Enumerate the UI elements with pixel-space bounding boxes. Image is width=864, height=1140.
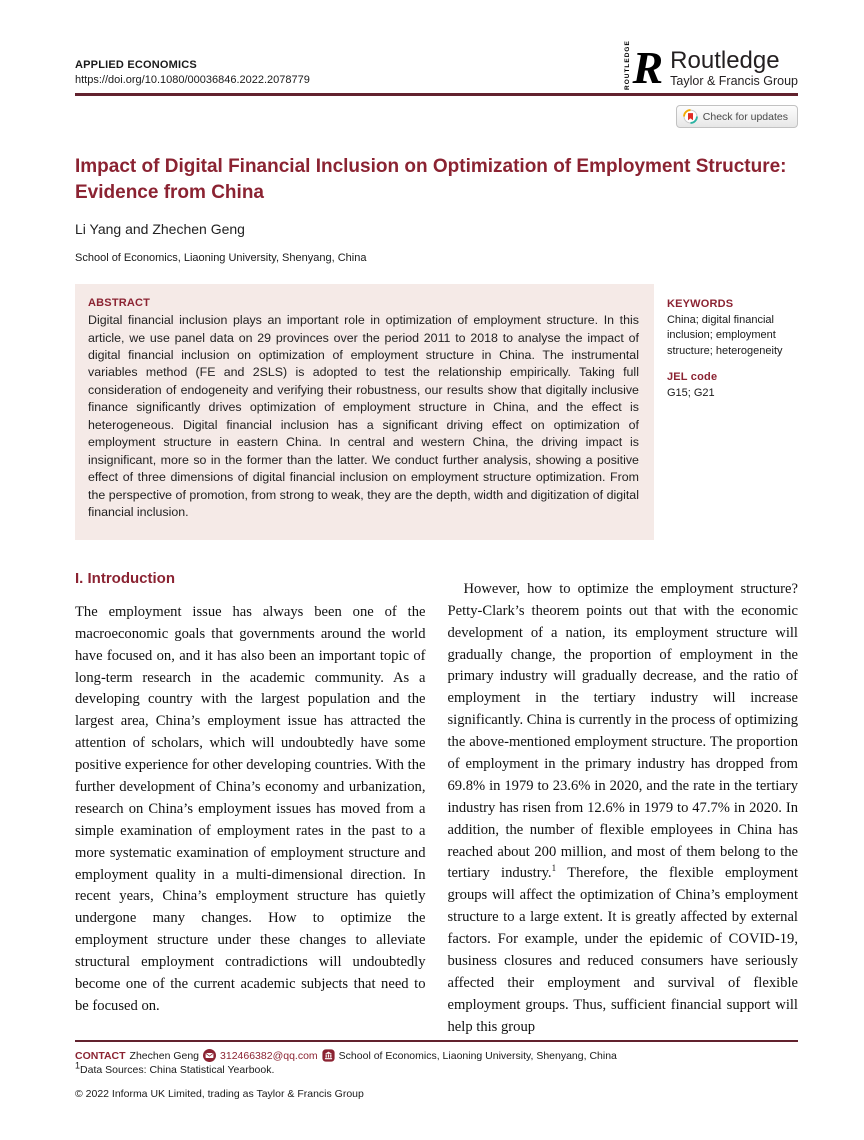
body-columns: [75, 570, 798, 1039]
jel-label: JEL code: [666, 370, 718, 383]
contact-label: CONTACT: [75, 1049, 126, 1062]
article-affiliation: School of Economics, Liaoning University, Shenyang, China: [75, 252, 367, 265]
article-authors: Li Yang and Zhechen Geng: [75, 221, 245, 238]
abstract-box: [75, 284, 654, 540]
abstract-label: ABSTRACT: [88, 297, 151, 310]
email-icon: [203, 1049, 216, 1062]
journal-info: [75, 59, 310, 86]
header-rule: [75, 93, 798, 96]
updates-row: [75, 105, 798, 128]
section-heading-introduction: I. Introduction: [75, 569, 175, 587]
copyright-line: © 2022 Informa UK Limited, trading as Taylor & Francis Group: [75, 1088, 364, 1100]
footnote-ref-1[interactable]: 1: [551, 863, 557, 874]
contact-affiliation: School of Economics, Liaoning University, Shenyang, China: [338, 1049, 617, 1062]
intro-paragraph-left: The employment issue has always been one of the macroeconomic goals that governments around the world have focused on, and it has also been an important topic of long-term research in the academic community. As a developing country with the largest population and the largest area, China’s employment issue has attracted the attention of scholars, which will undoubtedly have some positive experience for other developing countries. With the further development of China’s economy and urbanization, research on China’s employment issues has moved from a simple examination of employment rates in the past to a more systematic examination of employment structure and employment quality in a multi-dimensional direction. In recent years, China’s employment structure has quietly undergone many changes. How to optimize the employment structure under these changes to alleviate structural employment contradictions will undoubtedly become one of the current academic subjects that need to be focused on.: [75, 603, 426, 1014]
abstract-text: Digital financial inclusion plays an important role in optimization of employment structure. In this article, we use panel data on 29 provinces over the period 2011 to 2018 to analyse the impact of digital financial inclusion on optimization of employment structure in China. The instrumental variables method (FE and 2SLS) is adopted to test the relationship empirically. Taking full consideration of endogeneity and verifying their robustness, our results show that digitally inclusive finance significantly drives optimization of employment structure in China, and the effect is heterogeneous. Digital financial inclusion has a significant driving effect on optimization of employment structure in eastern China. In central and western China, the driving impact is insignificant, more so in the former than the latter. We conduct further analysis, showing a positive effect of three dimensions of digital financial inclusion on employment structure optimization. From the perspective of promotion, from strong to weak, they are the depth, width and digitization of digital financial inclusion.: [88, 313, 639, 520]
footer-rule: [75, 1040, 798, 1043]
article-title: Impact of Digital Financial Inclusion on Optimization of Employment Structure: Evidence from China: [75, 156, 787, 204]
routledge-vertical-text: ROUTLEDGE: [624, 40, 632, 90]
contact-line: [75, 1049, 798, 1062]
jel-text: G15; G21: [666, 386, 715, 399]
check-for-updates-label: Check for updates: [702, 110, 788, 123]
intro-paragraph-right-part1: However, how to optimize the employment structure? Petty-Clark’s theorem points out that with the economic development of a nation, its employment structure will gradually change, the proportion of employment in the primary industry will gradually decrease, and the ratio of employment in the tertiary industry will increase significantly. China is currently in the process of optimizing the above-mentioned employment structure. The proportion of employment in the primary industry has dropped from 69.8% in 1979 to 23.6% in 2020, and the rate in the tertiary industry has risen from 12.6% in 1979 to 47.7% in 2020. In addition, the number of flexible employees in China has reached about 200 million, and most of them belong to the tertiary industry.: [447, 580, 798, 882]
intro-paragraph-right: [448, 579, 799, 1039]
routledge-r-glyph: R: [632, 42, 664, 93]
publisher-logo: [624, 40, 798, 93]
publisher-wordmark: [670, 48, 798, 88]
publisher-group: Taylor & Francis Group: [670, 74, 798, 89]
publisher-name: Routledge: [670, 46, 780, 74]
intro-paragraph-right-part2: Therefore, the flexible employment groups will affect the optimization of China’s employment structure to a large extent. It is greatly affected by external factors. For example, under the epidemic of COVID-19, business closures and reduced consumers have seriously affected their employment and survival of flexible employment groups. Thus, sufficient financial support will help this group: [447, 865, 798, 1035]
keywords-label: KEYWORDS: [666, 298, 734, 311]
masthead: [75, 40, 798, 93]
abstract-row: [75, 284, 798, 540]
contact-name: Zhechen Geng: [129, 1049, 200, 1062]
keywords-sidebar: [667, 284, 798, 540]
page-footer: [75, 1040, 798, 1101]
affiliation-building-icon: [322, 1049, 335, 1062]
left-column: [75, 570, 426, 1039]
routledge-logo-mark-icon: [624, 40, 664, 93]
doi-link[interactable]: https://doi.org/10.1080/00036846.2022.2078779: [75, 74, 310, 86]
keywords-text: China; digital financial inclusion; employment structure; heterogeneity: [666, 314, 783, 357]
journal-name: APPLIED ECONOMICS: [75, 59, 197, 71]
right-column: [448, 570, 799, 1039]
contact-email-link[interactable]: 312466382@qq.com: [220, 1049, 318, 1062]
footnote-marker: 1: [75, 1060, 81, 1071]
footnote-text: Data Sources: China Statistical Yearbook.: [80, 1064, 275, 1076]
crossmark-icon: [683, 109, 698, 124]
check-for-updates-button[interactable]: [676, 105, 798, 128]
footnote-line: [75, 1060, 798, 1076]
